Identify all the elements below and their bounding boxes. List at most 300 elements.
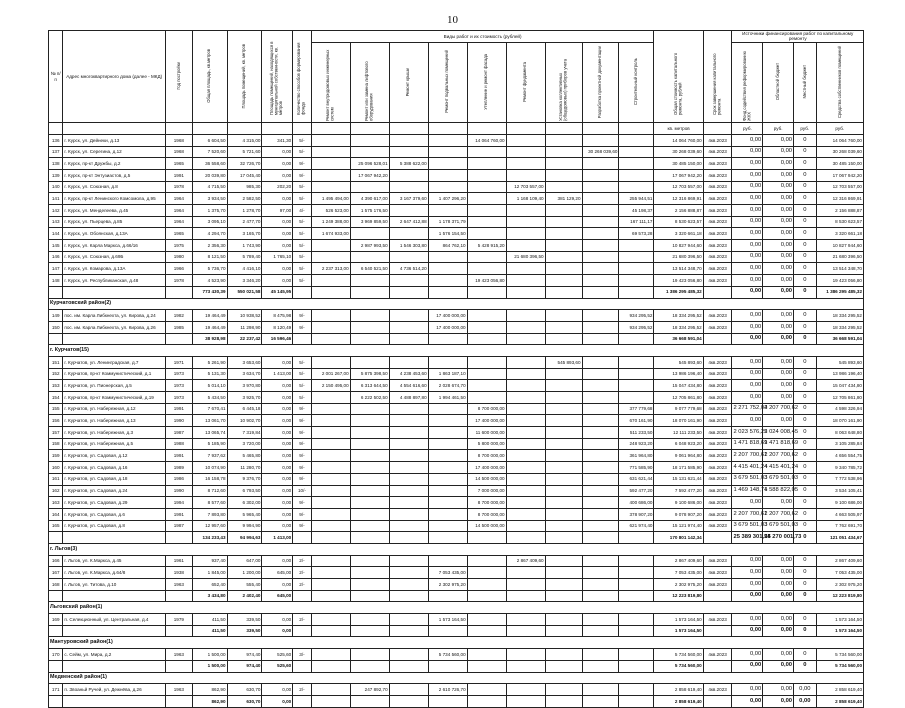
row-work-8 — [582, 415, 619, 427]
row-work-4: 1 573 164,50 — [428, 614, 467, 626]
row-total-cost: 30 485 150,00 — [654, 158, 703, 170]
row-source-4: 13 986 196,40 — [816, 368, 863, 380]
row-source-4: 15 047 434,80 — [816, 380, 863, 392]
row-area-municipal: 1 413,00 — [262, 368, 293, 380]
subtotal-source-3: 0,00 — [794, 695, 817, 707]
row-area-municipal: 0,00 — [262, 392, 293, 404]
subtotal-blank — [293, 625, 311, 637]
row-work-6 — [506, 263, 545, 275]
row-work-9: 378 907,20 — [619, 508, 654, 520]
subtotal-area-total: 1 500,00 — [192, 660, 227, 672]
row-address: г. Курчатов, ул. Садовая, д.29 — [63, 497, 166, 509]
row-deadline: 4кв.2023 — [703, 555, 732, 567]
subtotal-blank — [506, 286, 545, 298]
row-source-2: 0,00 — [763, 275, 794, 287]
row-fund-method: 5/- — [293, 356, 311, 368]
row-work-8 — [582, 392, 619, 404]
row-area-premises: 1 743,90 — [227, 240, 262, 252]
subtotal-blank — [545, 532, 582, 544]
subtotal-blank — [389, 625, 428, 637]
row-area-total: 7 670,41 — [192, 403, 227, 415]
subtotal-source-3: 0 — [794, 590, 817, 602]
subtotal-blank — [350, 532, 389, 544]
row-address: г. Курчатов, пр-кт Коммунистический, д.1 — [63, 368, 166, 380]
row-work-7 — [545, 251, 582, 263]
table-row — [49, 403, 864, 415]
row-source-2: 2 207 700,62 — [763, 403, 794, 415]
subtotal-source-4: 5 734 560,00 — [816, 660, 863, 672]
row-area-total: 19 464,49 — [192, 310, 227, 322]
row-work-9 — [619, 579, 654, 591]
row-number: 157 — [49, 427, 63, 439]
row-source-4: 10 827 944,60 — [816, 240, 863, 252]
header-area-total: Общая площадь, кв.метров — [192, 31, 227, 123]
row-area-total: 8 121,50 — [192, 251, 227, 263]
row-year: 1994 — [165, 497, 192, 509]
subtotal-area-total: 411,50 — [192, 625, 227, 637]
row-fund-method: 9/- — [293, 508, 311, 520]
row-address: с. Сейм, ул. Мира, д.2 — [63, 649, 166, 661]
row-number: 143 — [49, 216, 63, 228]
row-number: 144 — [49, 228, 63, 240]
subtotal-source-3: 0 — [794, 660, 817, 672]
row-work-9: 361 964,80 — [619, 450, 654, 462]
row-work-2 — [350, 450, 389, 462]
row-work-8 — [582, 438, 619, 450]
table-row — [49, 392, 864, 404]
row-work-3 — [389, 684, 428, 696]
row-work-7 — [545, 473, 582, 485]
subtotal-total-cost: 170 801 142,34 — [654, 532, 703, 544]
row-work-8 — [582, 134, 619, 146]
row-area-municipal: 0,00 — [262, 508, 293, 520]
subtotal-blank — [467, 333, 506, 345]
row-area-premises: 3 970,80 — [227, 380, 262, 392]
row-fund-method: 2/- — [293, 567, 311, 579]
table-row — [49, 485, 864, 497]
row-work-4: 1 863 187,10 — [428, 368, 467, 380]
row-address: г. Курчатов, ул. Набережная, д.12 — [63, 403, 166, 415]
row-number: 158 — [49, 438, 63, 450]
row-total-cost: 1 573 164,50 — [654, 614, 703, 626]
row-work-9 — [619, 134, 654, 146]
row-source-2: 0,00 — [763, 228, 794, 240]
row-work-6 — [506, 368, 545, 380]
row-number: 150 — [49, 321, 63, 333]
row-source-4: 9 100 686,00 — [816, 497, 863, 509]
row-source-4: 7 053 435,00 — [816, 567, 863, 579]
subtotal-blank — [311, 333, 350, 345]
subtotal-blank — [428, 333, 467, 345]
row-deadline: 4кв.2023 — [703, 169, 732, 181]
row-source-3: 0,00 — [794, 684, 817, 696]
row-area-municipal: 0,00 — [262, 450, 293, 462]
row-work-1 — [311, 146, 350, 158]
row-work-9: 670 161,90 — [619, 415, 654, 427]
row-work-2: 4 390 617,00 — [350, 193, 389, 205]
row-work-7 — [545, 158, 582, 170]
row-work-2 — [350, 251, 389, 263]
row-area-total: 3 934,50 — [192, 193, 227, 205]
row-work-7 — [545, 427, 582, 439]
row-fund-method: 5/- — [293, 392, 311, 404]
row-fund-method: 9/- — [293, 169, 311, 181]
row-area-total: 16 158,78 — [192, 473, 227, 485]
row-address: г. Курск, ул. Серегина, д.12 — [63, 146, 166, 158]
row-area-total: 3 095,10 — [192, 216, 227, 228]
row-work-9 — [619, 251, 654, 263]
row-area-municipal: 0,00 — [262, 579, 293, 591]
row-year: 1990 — [165, 485, 192, 497]
subtotal-area-total: 862,90 — [192, 695, 227, 707]
subtotal-year — [165, 333, 192, 345]
row-work-3: 5 388 622,00 — [389, 158, 428, 170]
subtotal-source-3: 0 — [794, 532, 817, 544]
row-work-2 — [350, 415, 389, 427]
row-source-1: 0,00 — [732, 216, 763, 228]
row-work-3 — [389, 251, 428, 263]
row-total-cost: 9 061 964,80 — [654, 450, 703, 462]
row-address: г. Курск, ул. Республиканская, д.48 — [63, 275, 166, 287]
row-work-7 — [545, 228, 582, 240]
row-work-1 — [311, 649, 350, 661]
subtotal-blank — [619, 590, 654, 602]
subtotal-blank — [467, 660, 506, 672]
row-source-2: 0,00 — [763, 146, 794, 158]
row-source-3: 0 — [794, 321, 817, 333]
row-work-4 — [428, 473, 467, 485]
row-source-4: 4 663 505,97 — [816, 508, 863, 520]
row-work-7 — [545, 134, 582, 146]
row-source-1: 1 469 148,74 — [732, 485, 763, 497]
row-work-2 — [350, 520, 389, 532]
row-address: г. Курчатов, ул. Садовая, д.8 — [63, 520, 166, 532]
row-work-1: 1 495 494,00 — [311, 193, 350, 205]
subtotal-total-cost: 1 573 164,50 — [654, 625, 703, 637]
subtotal-source-1: 0,00 — [732, 625, 763, 637]
subtotal-total-cost: 1 386 295 485,32 — [654, 286, 703, 298]
row-work-5 — [467, 684, 506, 696]
row-address: г. Курск, ул. Карла Маркса, д.66/16 — [63, 240, 166, 252]
row-work-3: 2 647 412,88 — [389, 216, 428, 228]
row-work-3: 3 167 379,60 — [389, 193, 428, 205]
row-address: г. Льгов, ул. Титова, д.10 — [63, 579, 166, 591]
row-source-1: 0,00 — [732, 263, 763, 275]
row-work-1 — [311, 275, 350, 287]
row-area-premises: 4 315,00 — [227, 134, 262, 146]
row-deadline: 4кв.2023 — [703, 450, 732, 462]
row-area-premises: 1 278,70 — [227, 205, 262, 217]
row-work-1 — [311, 497, 350, 509]
row-year: 1979 — [165, 614, 192, 626]
row-source-4: 2 302 975,20 — [816, 579, 863, 591]
row-year: 1964 — [165, 216, 192, 228]
subtotal-area-municipal: 645,00 — [262, 590, 293, 602]
subtotal-no — [49, 660, 63, 672]
row-fund-method: 5/- — [293, 181, 311, 193]
row-source-2: 0,00 — [763, 240, 794, 252]
subtotal-blank — [619, 333, 654, 345]
row-work-4 — [428, 427, 467, 439]
row-source-3: 0 — [794, 193, 817, 205]
row-work-1: 2 150 495,00 — [311, 380, 350, 392]
row-deadline: 4кв.2023 — [703, 205, 732, 217]
subtotal-address — [63, 660, 166, 672]
row-fund-method: 5/- — [293, 228, 311, 240]
row-work-6 — [506, 508, 545, 520]
row-address: г. Курск, ул. Комарова, д.13А — [63, 263, 166, 275]
row-source-4: 30 485 150,00 — [816, 158, 863, 170]
row-source-2: 0,00 — [763, 169, 794, 181]
row-fund-method: 9/- — [293, 158, 311, 170]
row-work-7 — [545, 169, 582, 181]
row-area-total: 2 356,30 — [192, 240, 227, 252]
row-work-5: 11 600 000,00 — [467, 427, 506, 439]
row-address: г. Курчатов, ул. Садовая, д.18 — [63, 473, 166, 485]
row-work-9 — [619, 146, 654, 158]
row-work-1 — [311, 485, 350, 497]
row-number: 169 — [49, 614, 63, 626]
subtotal-source-3: 0 — [794, 625, 817, 637]
row-area-total: 5 014,10 — [192, 380, 227, 392]
row-work-4: 864 762,10 — [428, 240, 467, 252]
row-deadline: 4кв.2023 — [703, 158, 732, 170]
row-area-premises: 9 376,70 — [227, 473, 262, 485]
subtotal-source-4: 1 386 295 485,32 — [816, 286, 863, 298]
subtotal-source-4: 2 858 619,40 — [816, 695, 863, 707]
row-year: 1968 — [165, 146, 192, 158]
row-year: 1978 — [165, 275, 192, 287]
row-work-5 — [467, 146, 506, 158]
subtotal-blank — [350, 660, 389, 672]
row-deadline: 4кв.2023 — [703, 485, 732, 497]
subtotal-area-municipal: 1 413,00 — [262, 532, 293, 544]
row-deadline: 4кв.2023 — [703, 579, 732, 591]
subtotal-blank — [582, 532, 619, 544]
row-work-1 — [311, 310, 350, 322]
row-work-5: 8 700 000,00 — [467, 403, 506, 415]
row-work-7 — [545, 555, 582, 567]
row-source-4: 21 680 396,50 — [816, 251, 863, 263]
row-address: г. Курчатов, ул. Садовая, д.16 — [63, 462, 166, 474]
row-area-municipal: 0,00 — [262, 438, 293, 450]
row-source-4: 8 063 648,80 — [816, 427, 863, 439]
row-area-municipal: 0,00 — [262, 228, 293, 240]
header-work-6: Ремонт фундамента — [506, 42, 545, 122]
row-work-8: 30 268 039,60 — [582, 146, 619, 158]
row-source-4: 3 105 285,84 — [816, 438, 863, 450]
row-source-1: 0,00 — [732, 356, 763, 368]
row-work-3 — [389, 181, 428, 193]
subtotal-area-municipal: 525,60 — [262, 660, 293, 672]
subtotal-area-premises: 339,50 — [227, 625, 262, 637]
row-work-3 — [389, 169, 428, 181]
row-source-1: 0,00 — [732, 158, 763, 170]
table-row — [49, 205, 864, 217]
table-row — [49, 614, 864, 626]
subtotal-area-total: 134 233,43 — [192, 532, 227, 544]
subtotal-source-1: 0,00 — [732, 660, 763, 672]
subtotal-blank — [428, 532, 467, 544]
subtotal-total-cost: 12 223 819,80 — [654, 590, 703, 602]
table-row — [49, 368, 864, 380]
row-work-9 — [619, 567, 654, 579]
row-deadline: 4кв.2023 — [703, 497, 732, 509]
row-deadline: 4кв.2023 — [703, 392, 732, 404]
row-work-8 — [582, 555, 619, 567]
row-year: 1987 — [165, 427, 192, 439]
subtotal-year — [165, 532, 192, 544]
subtotal-blank — [311, 695, 350, 707]
row-fund-method: 9/- — [293, 520, 311, 532]
row-deadline: 4кв.2023 — [703, 438, 732, 450]
row-address: г. Курчатов, ул. Садовая, д.24 — [63, 485, 166, 497]
row-work-6 — [506, 240, 545, 252]
row-work-8 — [582, 508, 619, 520]
row-source-4: 18 334 295,52 — [816, 310, 863, 322]
row-work-4 — [428, 275, 467, 287]
row-work-2: 25 096 528,01 — [350, 158, 389, 170]
row-deadline: 4кв.2023 — [703, 520, 732, 532]
row-year: 1965 — [165, 228, 192, 240]
row-number: 156 — [49, 415, 63, 427]
subtotal-source-4: 121 051 434,67 — [816, 532, 863, 544]
row-work-2: 3 969 859,50 — [350, 216, 389, 228]
header-deadline: Срок завершения капитального ремонта — [703, 31, 732, 123]
row-fund-method: 2/- — [293, 579, 311, 591]
row-fund-method: 9/- — [293, 497, 311, 509]
row-work-9: 771 585,90 — [619, 462, 654, 474]
row-work-3 — [389, 321, 428, 333]
row-work-3 — [389, 427, 428, 439]
subtotal-blank — [545, 625, 582, 637]
row-fund-method: 5/- — [293, 380, 311, 392]
row-area-total: 5 185,90 — [192, 438, 227, 450]
row-work-2 — [350, 321, 389, 333]
row-work-1 — [311, 450, 350, 462]
row-work-4 — [428, 450, 467, 462]
row-area-premises: 32 726,70 — [227, 158, 262, 170]
row-work-4: 1 576 154,50 — [428, 228, 467, 240]
row-number: 163 — [49, 497, 63, 509]
row-year: 1973 — [165, 392, 192, 404]
row-source-2: 0,00 — [763, 555, 794, 567]
row-total-cost: 15 047 434,80 — [654, 380, 703, 392]
subtotal-blank — [467, 590, 506, 602]
row-work-6 — [506, 415, 545, 427]
row-deadline: 4кв.2023 — [703, 508, 732, 520]
header-work-3: Ремонт крыши — [389, 42, 428, 122]
row-number: 141 — [49, 193, 63, 205]
row-area-municipal: 0,00 — [262, 169, 293, 181]
row-work-3: 4 238 453,60 — [389, 368, 428, 380]
row-work-7 — [545, 205, 582, 217]
row-work-7 — [545, 216, 582, 228]
row-total-cost: 2 858 619,40 — [654, 684, 703, 696]
row-work-2 — [350, 485, 389, 497]
row-source-2: 3 679 501,03 — [763, 473, 794, 485]
row-work-8 — [582, 368, 619, 380]
row-source-4: 13 514 348,70 — [816, 263, 863, 275]
subtotal-blank — [619, 660, 654, 672]
row-area-premises: 3 720,00 — [227, 438, 262, 450]
row-source-3: 0 — [794, 567, 817, 579]
row-source-4: 12 703 557,00 — [816, 181, 863, 193]
row-work-9: 400 686,00 — [619, 497, 654, 509]
subtotal-area-municipal: 16 596,46 — [262, 333, 293, 345]
row-year: 1975 — [165, 240, 192, 252]
row-work-4 — [428, 263, 467, 275]
row-work-2 — [350, 134, 389, 146]
row-work-3: 4 554 616,60 — [389, 380, 428, 392]
row-number: 148 — [49, 275, 63, 287]
subtotal-blank — [293, 532, 311, 544]
row-number: 167 — [49, 567, 63, 579]
subtotal-area-premises: 94 994,63 — [227, 532, 262, 544]
row-fund-method: 9/- — [293, 427, 311, 439]
row-total-cost: 21 680 396,50 — [654, 251, 703, 263]
row-number: 140 — [49, 181, 63, 193]
row-fund-method: 5/- — [293, 275, 311, 287]
row-source-1: 0,00 — [732, 275, 763, 287]
row-deadline: 4кв.2023 — [703, 427, 732, 439]
row-work-3: 1 546 303,80 — [389, 240, 428, 252]
subtotal-blank — [293, 695, 311, 707]
row-total-cost: 9 078 907,20 — [654, 508, 703, 520]
row-source-3: 0 — [794, 403, 817, 415]
row-source-1: 0,00 — [732, 205, 763, 217]
header-area-municipal: Площадь помещений, находящихся в муниципальной собственности, кв. метров — [262, 31, 293, 123]
row-area-premises: 6 302,00 — [227, 497, 262, 509]
row-work-8 — [582, 205, 619, 217]
row-work-5: 17 400 000,00 — [467, 462, 506, 474]
row-source-4: 3 320 661,18 — [816, 228, 863, 240]
subtotal-blank — [582, 333, 619, 345]
row-work-5 — [467, 181, 506, 193]
row-address: г. Курчатов, ул. Ленинградская, д.7 — [63, 356, 166, 368]
row-work-8 — [582, 567, 619, 579]
row-work-6: 21 680 396,50 — [506, 251, 545, 263]
row-deadline: 4кв.2023 — [703, 356, 732, 368]
units-row: кв. метров руб. руб. руб. руб. — [49, 123, 864, 135]
subtotal-source-1: 0,00 — [732, 695, 763, 707]
row-source-2: 0,00 — [763, 251, 794, 263]
row-area-premises: 3 165,70 — [227, 228, 262, 240]
subtotal-blank — [467, 286, 506, 298]
table-row — [49, 275, 864, 287]
subtotal-row — [49, 286, 864, 298]
subtotal-source-3: 0 — [794, 333, 817, 345]
row-work-1 — [311, 134, 350, 146]
row-work-7 — [545, 240, 582, 252]
row-year: 1991 — [165, 403, 192, 415]
row-year: 1991 — [165, 450, 192, 462]
row-area-premises: 3 346,20 — [227, 275, 262, 287]
row-total-cost: 19 423 056,80 — [654, 275, 703, 287]
row-deadline: 4кв.2023 — [703, 614, 732, 626]
table-row — [49, 380, 864, 392]
row-number: 147 — [49, 263, 63, 275]
row-total-cost: 2 156 888,87 — [654, 205, 703, 217]
subtotal-source-1: 0,00 — [732, 333, 763, 345]
row-total-cost: 10 827 944,60 — [654, 240, 703, 252]
row-work-8 — [582, 462, 619, 474]
row-number: 146 — [49, 251, 63, 263]
header-work-5: Утепление и ремонт фасада — [467, 42, 506, 122]
row-source-3: 0 — [794, 216, 817, 228]
row-work-5 — [467, 614, 506, 626]
row-work-1 — [311, 251, 350, 263]
